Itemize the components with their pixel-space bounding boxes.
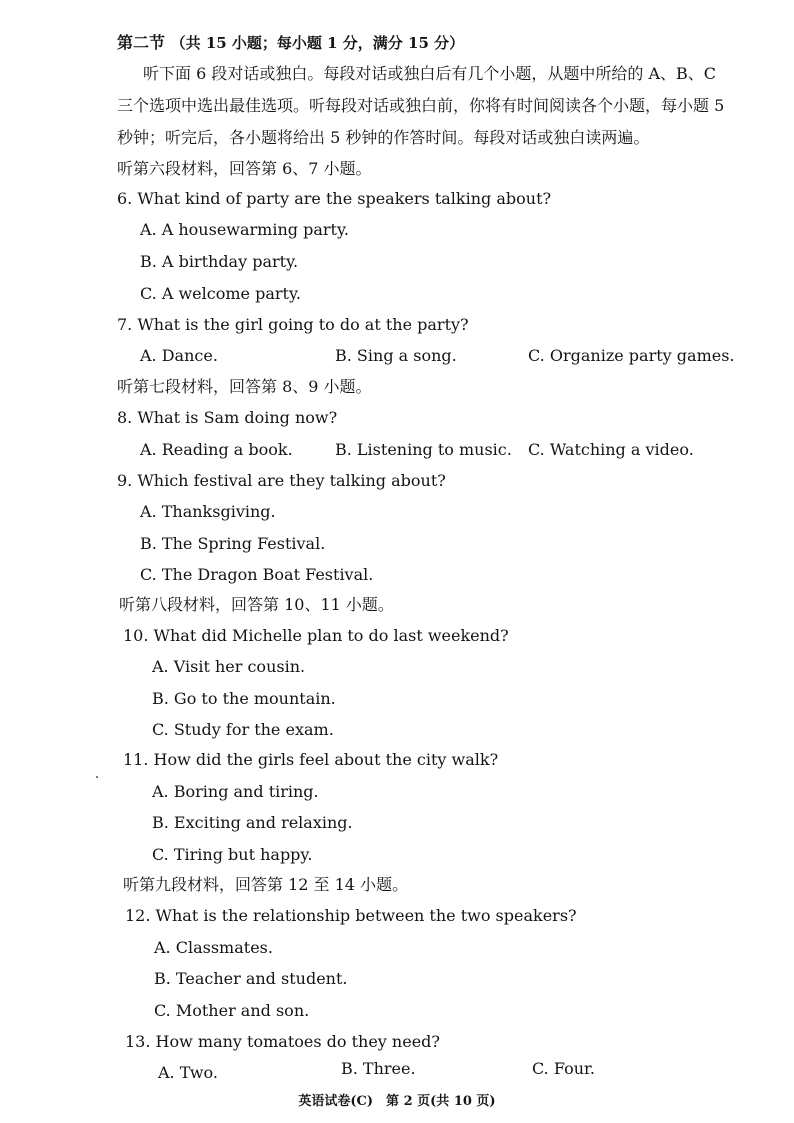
- instruction-line-2: 三个选项中选出最佳选项。听每段对话或独白前，你将有时间阅读各个小题，每小题 5: [117, 96, 725, 115]
- group-heading-7: 听第七段材料，回答第 8、9 小题。: [117, 377, 372, 396]
- question-9-stem: 9. Which festival are they talking about?: [117, 471, 446, 490]
- question-12-option-b: B. Teacher and student.: [154, 969, 348, 988]
- question-9-option-c: C. The Dragon Boat Festival.: [140, 565, 374, 584]
- question-11-stem: 11. How did the girls feel about the city walk?: [123, 750, 499, 769]
- question-11-option-b: B. Exciting and relaxing.: [152, 813, 353, 832]
- question-12-option-a: A. Classmates.: [154, 938, 273, 957]
- question-13-option-c: C. Four.: [532, 1059, 595, 1078]
- page-footer: 英语试卷(C) 第 2 页(共 10 页): [298, 1094, 496, 1109]
- question-10-option-c: C. Study for the exam.: [152, 720, 334, 739]
- question-13-option-b: B. Three.: [341, 1059, 416, 1078]
- question-9-option-b: B. The Spring Festival.: [140, 534, 326, 553]
- group-heading-9: 听第九段材料，回答第 12 至 14 小题。: [123, 875, 409, 894]
- question-10-option-a: A. Visit her cousin.: [152, 657, 306, 676]
- question-12-option-c: C. Mother and son.: [154, 1001, 310, 1020]
- question-7-option-c: C. Organize party games.: [528, 346, 735, 365]
- question-8-option-c: C. Watching a video.: [528, 440, 694, 459]
- question-13-option-a: A. Two.: [158, 1063, 218, 1082]
- question-8-option-a: A. Reading a book.: [140, 440, 293, 459]
- question-11-option-a: A. Boring and tiring.: [152, 782, 319, 801]
- section-note: （共 15 小题；每小题 1 分，满分 15 分）: [170, 34, 465, 52]
- question-6-option-b: B. A birthday party.: [140, 252, 299, 271]
- question-13-stem: 13. How many tomatoes do they need?: [125, 1032, 440, 1051]
- group-heading-6: 听第六段材料，回答第 6、7 小题。: [117, 159, 372, 178]
- question-12-stem: 12. What is the relationship between the two speakers?: [125, 906, 577, 925]
- question-8-option-b: B. Listening to music.: [335, 440, 512, 459]
- question-8-stem: 8. What is Sam doing now?: [117, 408, 338, 427]
- instruction-line-3: 秒钟；听完后，各小题将给出 5 秒钟的作答时间。每段对话或独白读两遍。: [117, 128, 650, 147]
- section-heading: [117, 33, 464, 53]
- question-7-stem: 7. What is the girl going to do at the party?: [117, 315, 469, 334]
- question-10-stem: 10. What did Michelle plan to do last weekend?: [123, 626, 509, 645]
- question-7-option-a: A. Dance.: [140, 346, 218, 365]
- question-9-option-a: A. Thanksgiving.: [140, 502, 276, 521]
- question-7-option-b: B. Sing a song.: [335, 346, 457, 365]
- instruction-line-1: 听下面 6 段对话或独白。每段对话或独白后有几个小题，从题中所给的 A、B、C: [143, 64, 716, 83]
- section-title: 第二节: [117, 33, 166, 52]
- group-heading-8: 听第八段材料，回答第 10、11 小题。: [119, 595, 394, 614]
- question-11-option-c: C. Tiring but happy.: [152, 845, 313, 864]
- question-6-option-a: A. A housewarming party.: [140, 220, 349, 239]
- question-6-stem: 6. What kind of party are the speakers talking about?: [117, 189, 552, 208]
- question-6-option-c: C. A welcome party.: [140, 284, 301, 303]
- scan-speck: [96, 776, 98, 778]
- question-10-option-b: B. Go to the mountain.: [152, 689, 336, 708]
